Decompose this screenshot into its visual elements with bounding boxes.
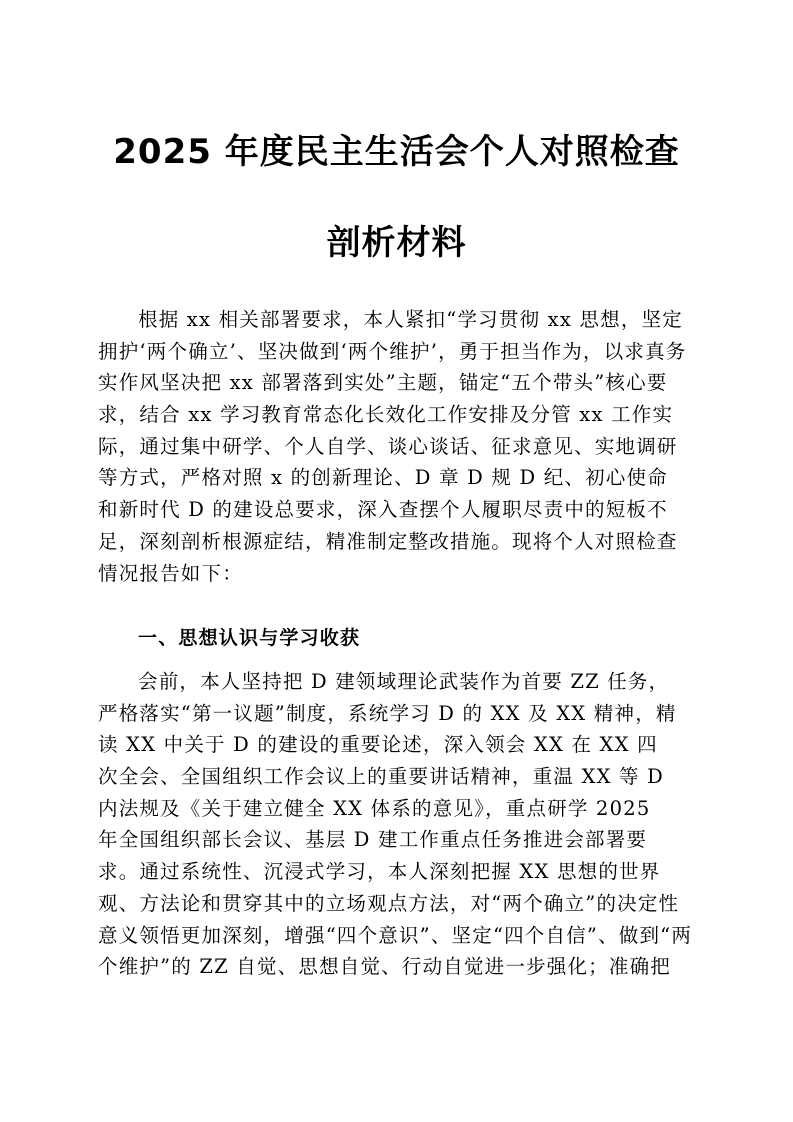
paragraph-line: 求。通过系统性、沉浸式学习，本人深刻把握 XX 思想的世界 <box>98 860 661 884</box>
paragraph-line: 观、方法论和贯穿其中的立场观点方法，对“两个确立”的决定性 <box>98 891 680 915</box>
paragraph-line: 根据 xx 相关部署要求，本人紧扣“学习贯彻 xx 思想，坚定 <box>138 308 683 331</box>
paragraph-line: 会前，本人坚持把 D 建领域理论武装作为首要 ZZ 任务， <box>138 670 670 693</box>
paragraph-line: 严格落实“第一议题”制度，系统学习 D 的 XX 及 XX 精神，精 <box>98 701 677 725</box>
paragraph-line: 足，深刻剖析根源症结，精准制定整改措施。现将个人对照检查 <box>98 529 678 553</box>
paragraph-line: 内法规及《关于建立健全 XX 体系的意见》，重点研学 2025 <box>98 796 651 820</box>
intro-paragraph <box>98 304 698 589</box>
paragraph-line: 求，结合 xx 学习教育常态化长效化工作安排及分管 xx 工作实 <box>98 403 674 427</box>
document-title-line-1: 2025 年度民主生活会个人对照检查 <box>113 132 680 172</box>
paragraph-line: 和新时代 D 的建设总要求，深入查摆个人履职尽责中的短板不 <box>98 498 668 522</box>
section-1-paragraph <box>98 666 698 983</box>
paragraph-line: 情况报告如下： <box>98 561 243 585</box>
paragraph-line: 次全会、全国组织工作会议上的重要讲话精神，重温 XX 等 D <box>98 765 664 789</box>
section-heading: 一、思想认识与学习收获 <box>138 627 361 649</box>
paragraph-line: 拥护‘两个确立’、坚决做到‘两个维护’，勇于担当作为，以求真务 <box>98 339 687 363</box>
paragraph-line: 际，通过集中研学、个人自学、谈心谈话、征求意见、实地调研 <box>98 434 678 458</box>
paragraph-line: 意义领悟更加深刻，增强“四个意识”、坚定“四个自信”、做到“两 <box>98 923 693 947</box>
paragraph-line: 实作风坚决把 xx 部署落到实处”主题，锚定“五个带头”核心要 <box>98 371 668 395</box>
paragraph-line: 个维护”的 ZZ 自觉、思想自觉、行动自觉进一步强化；准确把 <box>98 955 671 979</box>
paragraph-line: 读 XX 中关于 D 的建设的重要论述，深入领会 XX 在 XX 四 <box>98 733 658 757</box>
document-title-line-2: 剖析材料 <box>326 223 467 263</box>
paragraph-line: 年全国组织部长会议、基层 D 建工作重点任务推进会部署要 <box>98 828 648 852</box>
paragraph-line: 等方式，严格对照 x 的创新理论、D 章 D 规 D 纪、初心使命 <box>98 466 668 490</box>
